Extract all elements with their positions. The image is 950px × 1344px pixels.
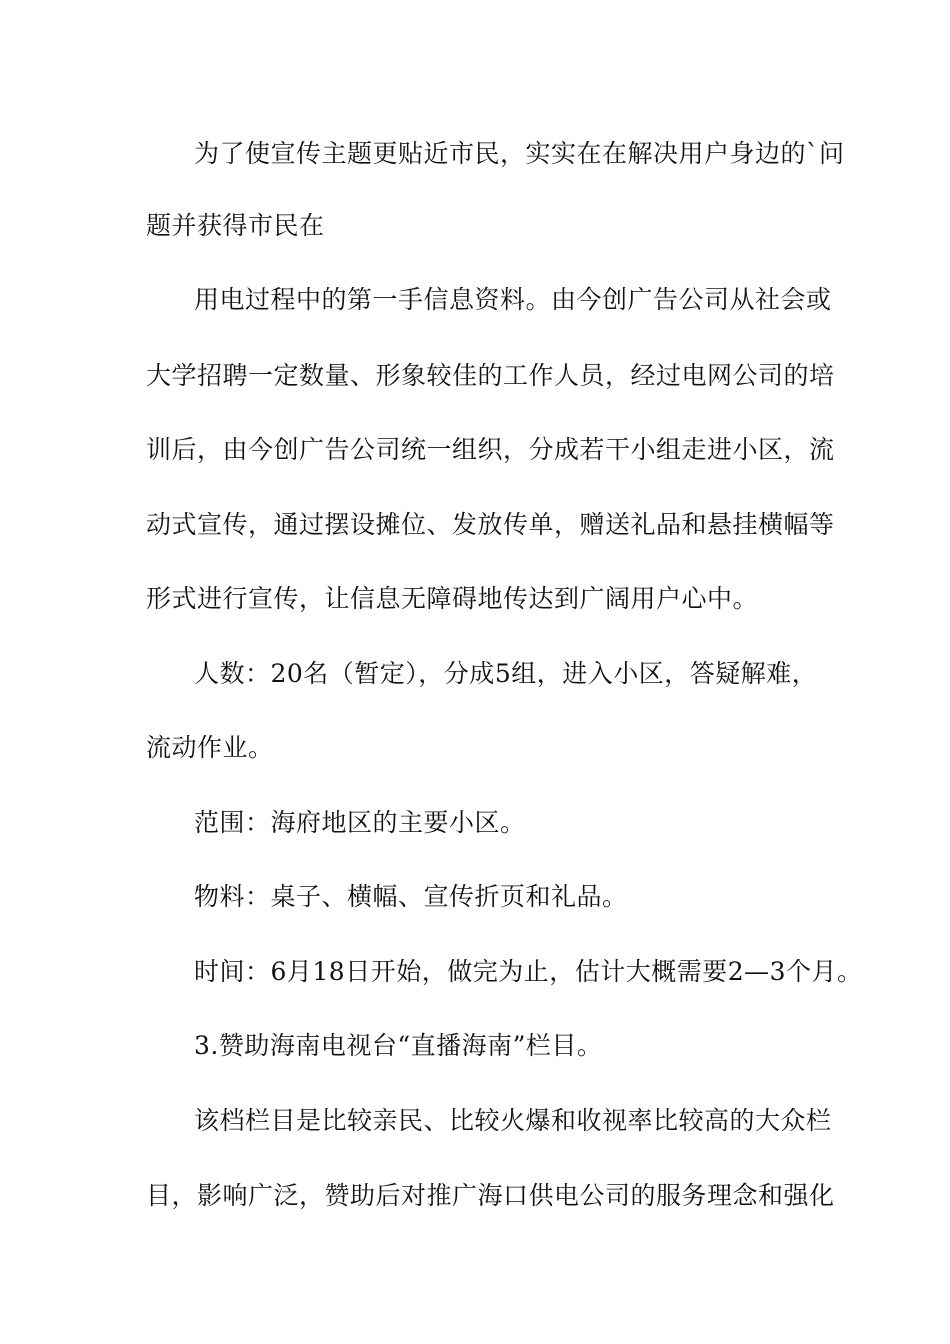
text-line-10: 范围：海府地区的主要小区。 [194,808,526,837]
text-line-7: 形式进行宣传，让信息无障碍地传达到广阔用户心中。 [146,584,759,613]
text-line-15: 目，影响广泛，赞助后对推广海口供电公司的服务理念和强化 [146,1181,835,1210]
text-line-13: 3.赞助海南电视台“直播海南”栏目。 [194,1031,603,1060]
text-line-8: 人数：20名（暂定），分成5组，进入小区，答疑解难， [194,659,818,688]
text-line-6: 动式宣传，通过摆设摊位、发放传单，赠送礼品和悬挂横幅等 [146,510,835,539]
text-line-9: 流动作业。 [146,733,274,762]
text-line-3: 用电过程中的第一手信息资料。由今创广告公司从社会或 [194,285,832,314]
text-line-5: 训后，由今创广告公司统一组织，分成若干小组走进小区，流 [146,435,835,464]
text-line-12: 时间：6月18日开始，做完为止，估计大概需要2—3个月。 [194,957,863,986]
text-line-4: 大学招聘一定数量、形象较佳的工作人员，经过电网公司的培 [146,361,835,390]
text-line-1: 为了使宣传主题更贴近市民，实实在在解决用户身边的`问 [194,139,845,168]
text-line-14: 该档栏目是比较亲民、比较火爆和收视率比较高的大众栏 [194,1106,832,1135]
text-line-2: 题并获得市民在 [146,211,325,240]
text-line-11: 物料：桌子、横幅、宣传折页和礼品。 [194,882,628,911]
